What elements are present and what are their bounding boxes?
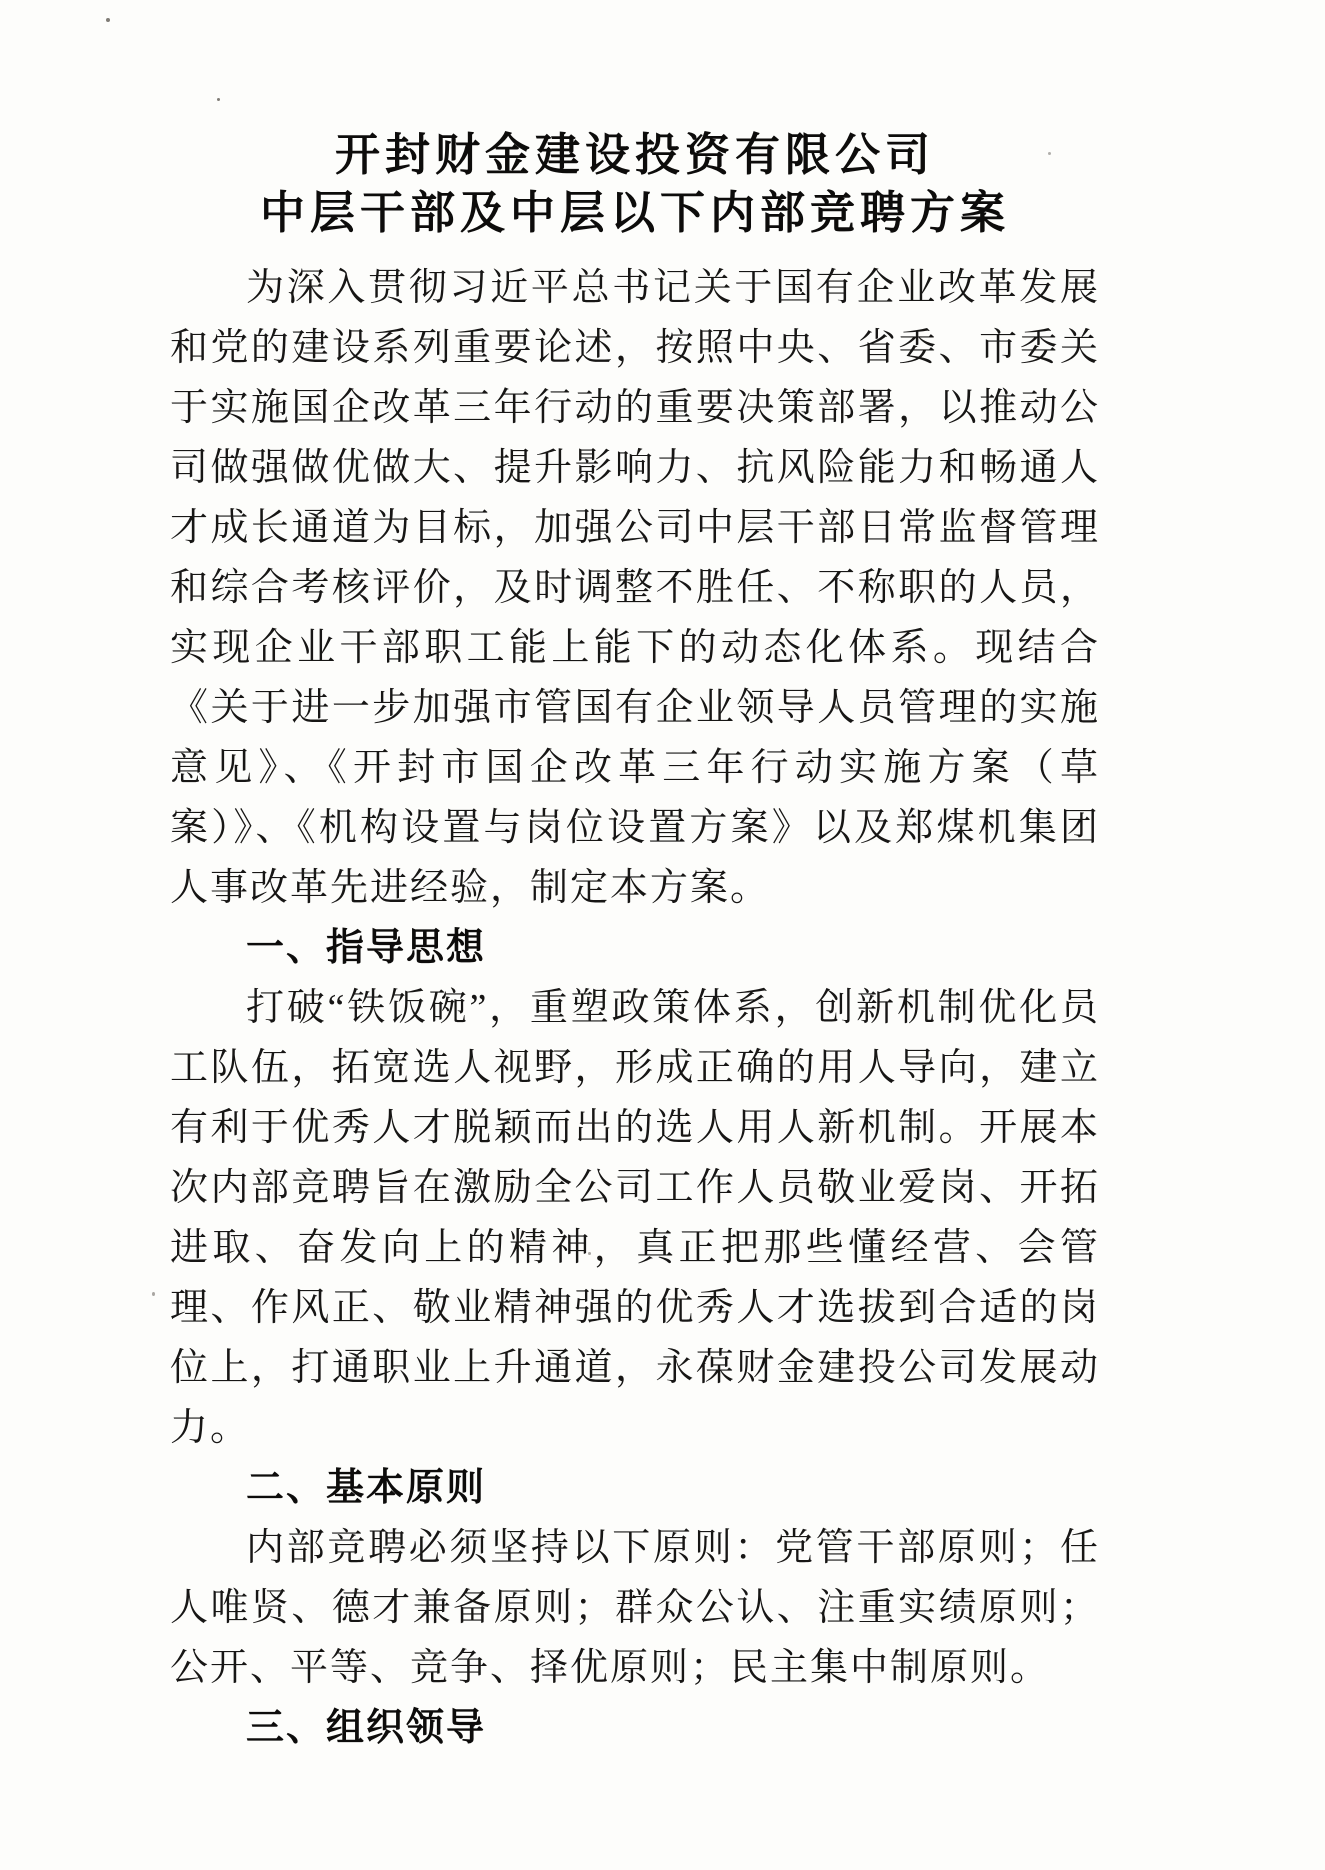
body-paragraph: 内部竞聘必须坚持以下原则：党管干部原则；任人唯贤、德才兼备原则；群众公认、注重实绩原则；公开、平等、竞争、择优原则；民主集中制原则。 — [170, 1527, 1100, 1689]
section-heading: 三、组织领导 — [246, 1707, 487, 1749]
document-title-line-2: 中层干部及中层以下内部竞聘方案 — [259, 188, 1010, 238]
scan-speck — [106, 18, 110, 22]
body-paragraph: 为深入贯彻习近平总书记关于国有企业改革发展和党的建设系列重要论述，按照中央、省委、市委关于实施国企改革三年行动的重要决策部署，以推动公司做强做优做大、提升影响力、抗风险能力和畅通人才成长通道为目标，加强公司中层干部日常监督管理和综合考核评价，及时调整不胜任、不称职的人员，实现企业干部职工能上能下的动态化体系。现结合《关于进一步加强市管国有企业领导人员管理的实施意见》、《开封市国企改革三年行动实施方案（草案）》、《机构设置与岗位设置方案》以及郑煤机集团人事改革先进经验，制定本方案。 — [170, 267, 1100, 909]
section-heading: 二、基本原则 — [246, 1467, 487, 1509]
section-heading: 一、指导思想 — [246, 927, 487, 969]
scan-speck — [152, 1292, 155, 1296]
document-title-line-1: 开封财金建设投资有限公司 — [334, 130, 935, 180]
document-content — [170, 126, 1100, 1758]
body-paragraph: 打破“铁饭碗”，重塑政策体系，创新机制优化员工队伍，拓宽选人视野，形成正确的用人导向，建立有利于优秀人才脱颖而出的选人用人新机制。开展本次内部竞聘旨在激励全公司工作人员敬业爱岗、开拓进取、奋发向上的精神，真正把那些懂经营、会管理、作风正、敬业精神强的优秀人才选拔到合适的岗位上，打通职业上升通道，永葆财金建投公司发展动力。 — [170, 987, 1100, 1449]
scan-speck — [217, 98, 220, 101]
document-body — [170, 258, 1100, 1758]
document-title — [170, 126, 1100, 242]
